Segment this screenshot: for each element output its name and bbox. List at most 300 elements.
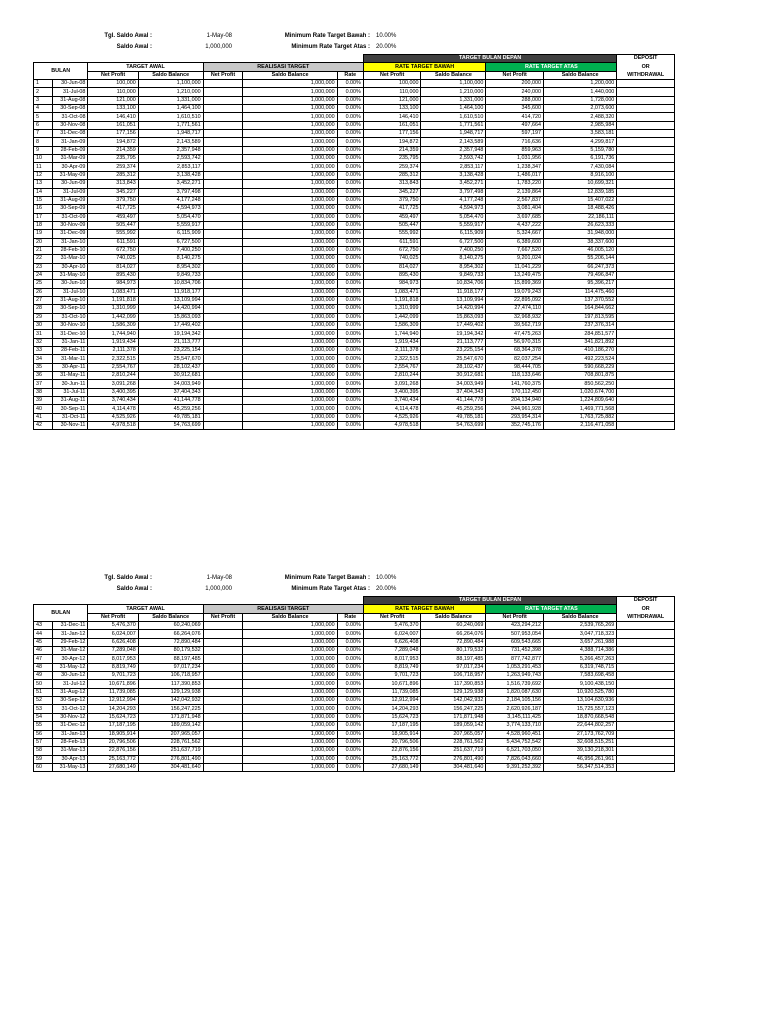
bawah-net-profit: 194,872 — [363, 138, 421, 146]
realisasi-net-profit — [203, 305, 243, 313]
deposit-withdrawal-cell[interactable] — [617, 113, 675, 121]
deposit-withdrawal-cell[interactable] — [617, 622, 675, 630]
deposit-withdrawal-cell[interactable] — [617, 80, 675, 88]
table-row — [34, 113, 675, 121]
deposit-withdrawal-cell[interactable] — [617, 422, 675, 430]
realisasi-net-profit — [203, 655, 243, 663]
target-awal-net-profit: 1,744,940 — [88, 330, 138, 338]
atas-net-profit: 1,486,017 — [486, 171, 544, 179]
row-index: 15 — [34, 196, 53, 204]
deposit-withdrawal-cell[interactable] — [617, 722, 675, 730]
row-date: 31-Jul-09 — [52, 188, 88, 196]
target-awal-net-profit: 121,000 — [88, 96, 138, 104]
target-awal-saldo-balance: 15,863,093 — [138, 313, 203, 321]
col-net-profit: Net Profit — [363, 71, 421, 79]
bawah-net-profit: 161,051 — [363, 121, 421, 129]
bawah-net-profit: 27,680,149 — [363, 763, 421, 771]
target-awal-net-profit: 4,525,926 — [88, 413, 138, 421]
realisasi-rate: 0.00% — [337, 271, 363, 279]
atas-saldo-balance: 8,916,100 — [543, 171, 616, 179]
atas-saldo-balance: 590,668,229 — [543, 363, 616, 371]
bawah-saldo-balance: 60,240,069 — [421, 622, 486, 630]
deposit-withdrawal-cell[interactable] — [617, 647, 675, 655]
realisasi-net-profit — [203, 146, 243, 154]
realisasi-saldo-balance: 1,000,000 — [243, 697, 337, 705]
bawah-saldo-balance: 5,054,470 — [421, 213, 486, 221]
realisasi-rate: 0.00% — [337, 213, 363, 221]
realisasi-net-profit — [203, 263, 243, 271]
bawah-saldo-balance: 41,144,778 — [421, 397, 486, 405]
realisasi-saldo-balance: 1,000,000 — [243, 622, 337, 630]
deposit-withdrawal-cell[interactable] — [617, 372, 675, 380]
realisasi-saldo-balance: 1,000,000 — [243, 672, 337, 680]
deposit-withdrawal-cell[interactable] — [617, 730, 675, 738]
realisasi-net-profit — [203, 296, 243, 304]
deposit-withdrawal-cell[interactable] — [617, 705, 675, 713]
table-row — [34, 238, 675, 246]
realisasi-net-profit — [203, 113, 243, 121]
row-date: 30-Apr-13 — [52, 755, 88, 763]
target-awal-saldo-balance: 1,610,510 — [138, 113, 203, 121]
row-index: 33 — [34, 347, 53, 355]
row-date: 31-Mar-09 — [52, 155, 88, 163]
atas-net-profit: 2,184,105,156 — [486, 697, 544, 705]
saldo-awal-label: Saldo Awal : — [116, 586, 152, 592]
bawah-net-profit: 18,905,914 — [363, 730, 421, 738]
table-row — [34, 230, 675, 238]
table-row — [34, 730, 675, 738]
target-awal-net-profit: 14,204,293 — [88, 705, 138, 713]
target-awal-saldo-balance: 25,547,670 — [138, 355, 203, 363]
table-row — [34, 88, 675, 96]
atas-saldo-balance: 31,948,000 — [543, 230, 616, 238]
target-awal-net-profit: 2,111,378 — [88, 347, 138, 355]
atas-net-profit: 7,667,520 — [486, 246, 544, 254]
target-awal-saldo-balance: 30,912,681 — [138, 372, 203, 380]
row-index: 4 — [34, 105, 53, 113]
target-awal-saldo-balance: 106,718,957 — [138, 672, 203, 680]
bawah-saldo-balance: 15,863,093 — [421, 313, 486, 321]
deposit-withdrawal-cell[interactable] — [617, 313, 675, 321]
deposit-withdrawal-cell[interactable] — [617, 397, 675, 405]
atas-net-profit: 288,000 — [486, 96, 544, 104]
row-index: 19 — [34, 230, 53, 238]
row-date: 31-Jan-10 — [52, 238, 88, 246]
row-date: 30-Sep-10 — [52, 305, 88, 313]
target-awal-saldo-balance: 207,965,057 — [138, 730, 203, 738]
deposit-withdrawal-cell[interactable] — [617, 180, 675, 188]
target-awal-saldo-balance: 3,452,271 — [138, 180, 203, 188]
deposit-withdrawal-cell[interactable] — [617, 638, 675, 646]
target-awal-saldo-balance: 4,177,248 — [138, 196, 203, 204]
realisasi-saldo-balance: 1,000,000 — [243, 146, 337, 154]
atas-saldo-balance: 46,956,261,961 — [543, 755, 616, 763]
realisasi-saldo-balance: 1,000,000 — [243, 263, 337, 271]
atas-net-profit: 5,324,667 — [486, 230, 544, 238]
bawah-saldo-balance: 1,210,000 — [421, 88, 486, 96]
table-row — [34, 80, 675, 88]
row-index: 40 — [34, 405, 53, 413]
deposit-withdrawal-cell[interactable] — [617, 322, 675, 330]
row-date: 31-Oct-08 — [52, 113, 88, 121]
deposit-withdrawal-cell[interactable] — [617, 121, 675, 129]
realisasi-saldo-balance: 1,000,000 — [243, 747, 337, 755]
target-awal-saldo-balance: 189,059,142 — [138, 722, 203, 730]
deposit-withdrawal-cell[interactable] — [617, 347, 675, 355]
target-awal-net-profit: 611,591 — [88, 238, 138, 246]
row-date: 31-May-11 — [52, 372, 88, 380]
deposit-withdrawal-cell[interactable] — [617, 105, 675, 113]
row-date: 31-Oct-12 — [52, 705, 88, 713]
realisasi-net-profit — [203, 730, 243, 738]
deposit-withdrawal-cell[interactable] — [617, 355, 675, 363]
atas-saldo-balance: 9,100,438,150 — [543, 680, 616, 688]
bawah-saldo-balance: 54,763,699 — [421, 422, 486, 430]
atas-net-profit: 9,201,024 — [486, 255, 544, 263]
realisasi-saldo-balance: 1,000,000 — [243, 88, 337, 96]
table-row — [34, 380, 675, 388]
realisasi-rate: 0.00% — [337, 680, 363, 688]
atas-saldo-balance: 7,430,084 — [543, 163, 616, 171]
row-date: 30-Jun-08 — [52, 80, 88, 88]
deposit-withdrawal-cell[interactable] — [617, 763, 675, 771]
target-awal-saldo-balance: 1,210,000 — [138, 88, 203, 96]
deposit-withdrawal-cell[interactable] — [617, 305, 675, 313]
target-awal-net-profit: 9,701,723 — [88, 672, 138, 680]
atas-saldo-balance: 164,844,662 — [543, 305, 616, 313]
atas-saldo-balance: 197,813,595 — [543, 313, 616, 321]
deposit-withdrawal-cell[interactable] — [617, 296, 675, 304]
row-index: 18 — [34, 221, 53, 229]
atas-net-profit: 2,620,926,187 — [486, 705, 544, 713]
deposit-withdrawal-cell[interactable] — [617, 363, 675, 371]
bawah-net-profit: 6,626,408 — [363, 638, 421, 646]
realisasi-saldo-balance: 1,000,000 — [243, 130, 337, 138]
row-index: 58 — [34, 747, 53, 755]
target-awal-saldo-balance: 276,801,490 — [138, 755, 203, 763]
target-awal-saldo-balance: 28,102,437 — [138, 363, 203, 371]
realisasi-rate: 0.00% — [337, 205, 363, 213]
deposit-withdrawal-cell[interactable] — [617, 388, 675, 396]
atas-saldo-balance: 27,173,762,709 — [543, 730, 616, 738]
bawah-net-profit: 235,795 — [363, 155, 421, 163]
deposit-withdrawal-cell[interactable] — [617, 663, 675, 671]
target-awal-saldo-balance: 5,054,470 — [138, 213, 203, 221]
realisasi-rate: 0.00% — [337, 422, 363, 430]
realisasi-rate: 0.00% — [337, 763, 363, 771]
bawah-net-profit: 345,227 — [363, 188, 421, 196]
target-awal-saldo-balance: 10,834,706 — [138, 280, 203, 288]
or-header: OR — [617, 63, 675, 71]
bawah-saldo-balance: 10,834,706 — [421, 280, 486, 288]
target-awal-saldo-balance: 60,240,069 — [138, 622, 203, 630]
tgl-saldo-awal-label: Tgl. Saldo Awal : — [104, 575, 152, 581]
target-awal-net-profit: 1,310,999 — [88, 305, 138, 313]
realisasi-rate: 0.00% — [337, 105, 363, 113]
deposit-withdrawal-cell[interactable] — [617, 271, 675, 279]
deposit-withdrawal-cell[interactable] — [617, 655, 675, 663]
deposit-withdrawal-cell[interactable] — [617, 138, 675, 146]
atas-saldo-balance: 56,347,514,353 — [543, 763, 616, 771]
realisasi-rate: 0.00% — [337, 697, 363, 705]
atas-saldo-balance: 341,821,892 — [543, 338, 616, 346]
deposit-withdrawal-cell[interactable] — [617, 88, 675, 96]
atas-net-profit: 3,697,685 — [486, 213, 544, 221]
bawah-net-profit: 285,312 — [363, 171, 421, 179]
target-awal-net-profit: 4,978,518 — [88, 422, 138, 430]
deposit-withdrawal-cell[interactable] — [617, 171, 675, 179]
atas-saldo-balance: 79,496,847 — [543, 271, 616, 279]
deposit-withdrawal-cell[interactable] — [617, 280, 675, 288]
bawah-saldo-balance: 7,400,250 — [421, 246, 486, 254]
target-awal-net-profit: 12,912,994 — [88, 697, 138, 705]
target-awal-saldo-balance: 1,331,000 — [138, 96, 203, 104]
row-index: 23 — [34, 263, 53, 271]
deposit-withdrawal-cell[interactable] — [617, 755, 675, 763]
row-date: 31-May-12 — [52, 663, 88, 671]
row-date: 31-Mar-11 — [52, 355, 88, 363]
deposit-withdrawal-cell[interactable] — [617, 672, 675, 680]
deposit-withdrawal-cell[interactable] — [617, 196, 675, 204]
realisasi-saldo-balance: 1,000,000 — [243, 288, 337, 296]
deposit-withdrawal-cell[interactable] — [617, 221, 675, 229]
table-row — [34, 171, 675, 179]
realisasi-net-profit — [203, 405, 243, 413]
row-date: 28-Feb-13 — [52, 738, 88, 746]
bawah-net-profit: 9,701,723 — [363, 672, 421, 680]
atas-saldo-balance: 15,407,022 — [543, 196, 616, 204]
row-date: 28-Feb-09 — [52, 146, 88, 154]
target-awal-saldo-balance: 37,404,343 — [138, 388, 203, 396]
target-awal-net-profit: 1,586,309 — [88, 322, 138, 330]
target-awal-net-profit: 417,725 — [88, 205, 138, 213]
min-rate-bawah-value: 10.00% — [376, 575, 397, 581]
bawah-net-profit: 2,810,244 — [363, 372, 421, 380]
bawah-net-profit: 2,322,515 — [363, 355, 421, 363]
row-index: 21 — [34, 246, 53, 254]
bawah-saldo-balance: 4,177,248 — [421, 196, 486, 204]
target-awal-net-profit: 313,843 — [88, 180, 138, 188]
bawah-net-profit: 740,025 — [363, 255, 421, 263]
target-awal-saldo-balance: 1,948,717 — [138, 130, 203, 138]
row-date: 31-Jan-09 — [52, 138, 88, 146]
deposit-withdrawal-cell[interactable] — [617, 130, 675, 138]
deposit-withdrawal-cell[interactable] — [617, 688, 675, 696]
deposit-withdrawal-cell[interactable] — [617, 230, 675, 238]
deposit-withdrawal-cell[interactable] — [617, 238, 675, 246]
realisasi-saldo-balance: 1,000,000 — [243, 755, 337, 763]
realisasi-net-profit — [203, 330, 243, 338]
realisasi-net-profit — [203, 680, 243, 688]
realisasi-net-profit — [203, 705, 243, 713]
row-date: 31-Dec-12 — [52, 722, 88, 730]
realisasi-rate: 0.00% — [337, 405, 363, 413]
bawah-net-profit: 214,359 — [363, 146, 421, 154]
deposit-withdrawal-cell[interactable] — [617, 630, 675, 638]
deposit-withdrawal-cell[interactable] — [617, 738, 675, 746]
target-awal-saldo-balance: 21,113,777 — [138, 338, 203, 346]
target-awal-net-profit: 8,819,749 — [88, 663, 138, 671]
target-awal-net-profit: 2,810,244 — [88, 372, 138, 380]
atas-net-profit: 240,000 — [486, 88, 544, 96]
deposit-withdrawal-cell[interactable] — [617, 213, 675, 221]
deposit-withdrawal-cell[interactable] — [617, 255, 675, 263]
deposit-withdrawal-cell[interactable] — [617, 263, 675, 271]
deposit-withdrawal-cell[interactable] — [617, 163, 675, 171]
atas-net-profit: 293,954,314 — [486, 413, 544, 421]
deposit-withdrawal-cell[interactable] — [617, 747, 675, 755]
realisasi-rate: 0.00% — [337, 730, 363, 738]
target-awal-saldo-balance: 54,763,699 — [138, 422, 203, 430]
realisasi-saldo-balance: 1,000,000 — [243, 713, 337, 721]
col-saldo-balance: Saldo Balance — [138, 613, 203, 621]
atas-saldo-balance: 6,319,748,715 — [543, 663, 616, 671]
atas-saldo-balance: 12,839,185 — [543, 188, 616, 196]
realisasi-saldo-balance: 1,000,000 — [243, 296, 337, 304]
deposit-withdrawal-cell[interactable] — [617, 288, 675, 296]
bawah-saldo-balance: 207,965,057 — [421, 730, 486, 738]
deposit-withdrawal-cell[interactable] — [617, 413, 675, 421]
min-rate-atas-label: Minimum Rate Target Atas : — [291, 586, 370, 592]
realisasi-rate: 0.00% — [337, 155, 363, 163]
bawah-saldo-balance: 37,404,343 — [421, 388, 486, 396]
realisasi-saldo-balance: 1,000,000 — [243, 230, 337, 238]
table-row — [34, 138, 675, 146]
realisasi-net-profit — [203, 221, 243, 229]
realisasi-rate: 0.00% — [337, 747, 363, 755]
col-saldo-balance: Saldo Balance — [543, 613, 616, 621]
deposit-withdrawal-cell[interactable] — [617, 146, 675, 154]
target-awal-net-profit: 740,025 — [88, 255, 138, 263]
row-index: 38 — [34, 388, 53, 396]
deposit-withdrawal-cell[interactable] — [617, 246, 675, 254]
realisasi-saldo-balance: 1,000,000 — [243, 305, 337, 313]
realisasi-net-profit — [203, 230, 243, 238]
target-awal-saldo-balance: 2,143,589 — [138, 138, 203, 146]
realisasi-rate: 0.00% — [337, 263, 363, 271]
atas-net-profit: 3,774,133,710 — [486, 722, 544, 730]
bawah-saldo-balance: 3,797,498 — [421, 188, 486, 196]
bawah-net-profit: 984,973 — [363, 280, 421, 288]
target-awal-saldo-balance: 8,140,275 — [138, 255, 203, 263]
atas-net-profit: 1,263,949,743 — [486, 672, 544, 680]
realisasi-net-profit — [203, 713, 243, 721]
deposit-withdrawal-cell[interactable] — [617, 713, 675, 721]
bawah-net-profit: 177,156 — [363, 130, 421, 138]
target-awal-saldo-balance: 7,400,250 — [138, 246, 203, 254]
min-rate-atas-value: 20.00% — [376, 44, 397, 50]
bawah-saldo-balance: 2,143,589 — [421, 138, 486, 146]
col-rate: Rate — [337, 613, 363, 621]
realisasi-saldo-balance: 1,000,000 — [243, 255, 337, 263]
realisasi-net-profit — [203, 363, 243, 371]
atas-net-profit: 2,567,837 — [486, 196, 544, 204]
realisasi-saldo-balance: 1,000,000 — [243, 280, 337, 288]
deposit-withdrawal-cell[interactable] — [617, 188, 675, 196]
bawah-net-profit: 1,586,309 — [363, 322, 421, 330]
realisasi-net-profit — [203, 388, 243, 396]
bawah-net-profit: 5,476,370 — [363, 622, 421, 630]
target-awal-saldo-balance: 3,138,428 — [138, 171, 203, 179]
bawah-net-profit: 1,744,940 — [363, 330, 421, 338]
realisasi-net-profit — [203, 647, 243, 655]
atas-saldo-balance: 4,299,817 — [543, 138, 616, 146]
deposit-withdrawal-cell[interactable] — [617, 697, 675, 705]
atas-saldo-balance: 26,623,333 — [543, 221, 616, 229]
row-index: 9 — [34, 146, 53, 154]
deposit-withdrawal-cell[interactable] — [617, 155, 675, 163]
row-date: 30-Nov-10 — [52, 322, 88, 330]
realisasi-rate: 0.00% — [337, 322, 363, 330]
atas-net-profit: 200,000 — [486, 80, 544, 88]
realisasi-net-profit — [203, 397, 243, 405]
realisasi-saldo-balance: 1,000,000 — [243, 663, 337, 671]
table-row — [34, 647, 675, 655]
row-date: 31-Oct-11 — [52, 413, 88, 421]
atas-saldo-balance: 410,186,270 — [543, 347, 616, 355]
deposit-withdrawal-cell[interactable] — [617, 205, 675, 213]
atas-net-profit: 731,452,398 — [486, 647, 544, 655]
bawah-saldo-balance: 30,912,681 — [421, 372, 486, 380]
deposit-withdrawal-cell[interactable] — [617, 380, 675, 388]
realisasi-saldo-balance: 1,000,000 — [243, 688, 337, 696]
bawah-net-profit: 1,919,434 — [363, 338, 421, 346]
realisasi-saldo-balance: 1,000,000 — [243, 188, 337, 196]
realisasi-saldo-balance: 1,000,000 — [243, 221, 337, 229]
deposit-withdrawal-cell[interactable] — [617, 96, 675, 104]
atas-net-profit: 597,197 — [486, 130, 544, 138]
row-index: 25 — [34, 280, 53, 288]
atas-net-profit: 68,364,378 — [486, 347, 544, 355]
atas-net-profit: 4,528,960,451 — [486, 730, 544, 738]
target-awal-net-profit: 1,442,099 — [88, 313, 138, 321]
table-row — [34, 405, 675, 413]
target-awal-saldo-balance: 1,100,000 — [138, 80, 203, 88]
atas-saldo-balance: 13,104,630,936 — [543, 697, 616, 705]
target-awal-saldo-balance: 3,797,498 — [138, 188, 203, 196]
deposit-withdrawal-cell[interactable] — [617, 680, 675, 688]
row-index: 48 — [34, 663, 53, 671]
realisasi-rate: 0.00% — [337, 230, 363, 238]
min-rate-bawah-value: 10.00% — [376, 33, 397, 39]
min-rate-bawah-label: Minimum Rate Target Bawah : — [284, 33, 370, 39]
deposit-withdrawal-cell[interactable] — [617, 330, 675, 338]
deposit-withdrawal-cell[interactable] — [617, 405, 675, 413]
tgl-saldo-awal-value: 1-May-08 — [206, 33, 232, 39]
table-row — [34, 196, 675, 204]
realisasi-net-profit — [203, 347, 243, 355]
realisasi-saldo-balance: 1,000,000 — [243, 638, 337, 646]
target-awal-net-profit: 18,905,914 — [88, 730, 138, 738]
realisasi-rate: 0.00% — [337, 647, 363, 655]
bawah-saldo-balance: 72,890,484 — [421, 638, 486, 646]
table-row — [34, 397, 675, 405]
target-awal-net-profit: 15,624,723 — [88, 713, 138, 721]
atas-net-profit: 141,760,375 — [486, 380, 544, 388]
deposit-withdrawal-cell[interactable] — [617, 338, 675, 346]
row-index: 2 — [34, 88, 53, 96]
col-saldo-balance: Saldo Balance — [421, 71, 486, 79]
bawah-saldo-balance: 17,449,402 — [421, 322, 486, 330]
row-index: 26 — [34, 288, 53, 296]
target-awal-saldo-balance: 6,727,500 — [138, 238, 203, 246]
target-awal-net-profit: 10,671,896 — [88, 680, 138, 688]
realisasi-rate: 0.00% — [337, 121, 363, 129]
or-header: OR — [617, 605, 675, 613]
atas-saldo-balance: 1,469,771,568 — [543, 405, 616, 413]
bawah-saldo-balance: 4,594,973 — [421, 205, 486, 213]
realisasi-net-profit — [203, 372, 243, 380]
